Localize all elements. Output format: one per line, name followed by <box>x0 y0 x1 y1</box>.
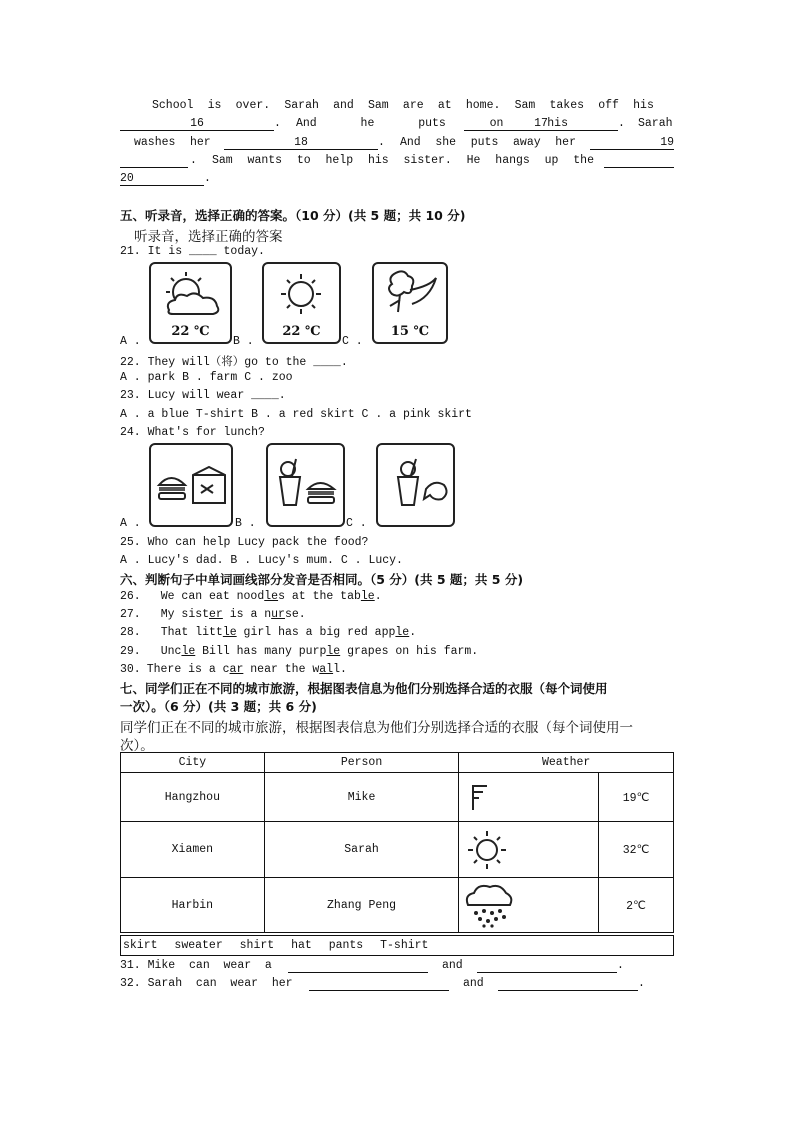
q32-period: . <box>638 977 645 990</box>
word: Sarah <box>284 99 319 112</box>
sentence-part: My sist <box>160 608 210 621</box>
underlined-part: le <box>264 590 279 603</box>
juice-and-chicken-icon <box>378 445 453 525</box>
blank-18[interactable]: 18 <box>224 136 378 150</box>
underlined-part: al <box>319 663 334 676</box>
passage-line-1 <box>152 99 654 112</box>
word-bank-item[interactable]: sweater <box>174 939 223 952</box>
q21-option-a-picture[interactable] <box>149 262 232 344</box>
q27 <box>120 608 306 621</box>
section-7-heading-line-2: 一次）。（6 分）(共 3 题；共 6 分) <box>120 699 317 714</box>
q24-label-a: A . <box>120 517 141 530</box>
section-7-heading-line-1: 七、同学们正在不同的城市旅游，根据图表信息为他们分别选择合适的衣服（每个词使用 <box>120 681 608 696</box>
q31-and: and <box>442 959 463 972</box>
word: over. <box>235 99 271 112</box>
word: Sam <box>368 99 389 112</box>
sentence-part: s at the tab <box>278 590 361 603</box>
snow-cloud-icon <box>462 881 514 929</box>
word: is <box>207 99 222 112</box>
underlined-part: le <box>360 590 375 603</box>
word: and <box>333 99 354 112</box>
q32-text: 32. Sarah can wear her <box>120 977 293 990</box>
q21-text: 21. It is ____ today. <box>120 245 265 258</box>
word: Sam <box>212 154 233 167</box>
q21-option-b-picture[interactable] <box>262 262 341 344</box>
q31-blank-1[interactable] <box>288 959 428 973</box>
blank-17[interactable]: 17 <box>464 117 618 131</box>
word: the <box>573 154 594 167</box>
weather-icon-cell <box>459 773 599 822</box>
q30 <box>120 663 347 676</box>
blank-20-start[interactable] <box>604 154 674 168</box>
header-weather: Weather <box>459 753 674 773</box>
period: . <box>378 136 385 149</box>
word: up <box>544 154 559 167</box>
q31-blank-2[interactable] <box>477 959 617 973</box>
q21-label-c: C . <box>342 335 363 348</box>
q24-option-a-picture[interactable] <box>149 443 233 527</box>
word: to <box>296 154 311 167</box>
word-bank-item[interactable]: pants <box>328 939 364 952</box>
underlined-part: er <box>209 608 223 621</box>
passage-line-5 <box>120 172 240 188</box>
question-number: 27. <box>120 608 141 621</box>
q29 <box>120 645 478 658</box>
word: Sarah <box>638 117 673 130</box>
word: Sam <box>514 99 536 112</box>
word: takes <box>549 99 585 112</box>
word: He <box>466 154 481 167</box>
q24-option-c-picture[interactable] <box>376 443 455 527</box>
word: help <box>325 154 354 167</box>
q32-and: and <box>463 977 484 990</box>
period: . <box>274 117 281 130</box>
passage-line-2 <box>120 117 674 133</box>
sentence-part: grapes on his farm. <box>340 645 479 658</box>
word: he <box>360 117 375 130</box>
q24-option-b-picture[interactable] <box>266 443 345 527</box>
word: his <box>633 99 654 112</box>
period: . <box>190 154 197 167</box>
header-person: Person <box>264 753 459 773</box>
sentence-part: is a n <box>222 608 272 621</box>
table-header-row <box>121 753 674 773</box>
question-number: 29. <box>120 645 141 658</box>
word-bank-item[interactable]: skirt <box>123 939 158 952</box>
q23-options[interactable]: A . a blue T-shirt B . a red skirt C . a pink skirt <box>120 408 472 421</box>
section-7-instruction-line-2: 次）。 <box>120 738 154 754</box>
word: away <box>513 136 541 149</box>
word: her <box>190 136 211 149</box>
word: on <box>489 117 504 130</box>
q31 <box>120 959 680 975</box>
sun-icon <box>463 827 511 873</box>
word: puts <box>418 117 446 130</box>
sentence-part: That litt <box>160 626 223 639</box>
sentence-part: . <box>374 590 382 603</box>
temp-cell: 19℃ <box>599 773 674 822</box>
word-bank <box>120 935 674 956</box>
sunny-icon <box>264 264 339 320</box>
table-row <box>121 878 674 933</box>
word: off <box>598 99 619 112</box>
passage-line-3 <box>120 136 674 152</box>
weather-table <box>120 752 674 933</box>
word: at <box>437 99 452 112</box>
windy-icon <box>374 264 446 320</box>
word-bank-item[interactable]: T-shirt <box>380 939 429 952</box>
word-bank-item[interactable]: shirt <box>239 939 275 952</box>
juice-and-hamburger-icon <box>268 445 343 525</box>
table-row <box>121 773 674 822</box>
q28 <box>120 626 416 639</box>
word: washes <box>134 136 176 149</box>
question-number: 28. <box>120 626 141 639</box>
word: hangs <box>495 154 530 167</box>
section-7-instruction-line-1: 同学们正在不同的城市旅游，根据图表信息为他们分别选择合适的衣服（每个词使用一 <box>120 720 633 736</box>
q21-c-temp: 15 ℃ <box>390 324 430 339</box>
header-city: City <box>121 753 265 773</box>
q31-text: 31. Mike can wear a <box>120 959 272 972</box>
hamburger-and-milk-icon <box>151 445 231 525</box>
person-cell: Mike <box>264 773 459 822</box>
period: . <box>204 172 211 185</box>
sentence-part: Unc <box>160 645 182 658</box>
underlined-part: le <box>222 626 237 639</box>
q24-label-c: C . <box>346 517 367 530</box>
weather-icon-cell <box>459 822 599 878</box>
table-row <box>121 822 674 878</box>
word: his <box>367 154 389 167</box>
section-6-heading: 六、判断句子中单词画线部分发音是否相同。（5 分）(共 5 题；共 5 分) <box>120 572 524 587</box>
underlined-part: ar <box>229 663 244 676</box>
passage-line-4 <box>120 154 674 170</box>
city-cell: Harbin <box>121 878 265 933</box>
partly-cloudy-icon <box>151 264 230 320</box>
question-number: 30. <box>120 663 141 676</box>
weather-icon-cell <box>459 878 599 933</box>
underlined-part: le <box>326 645 341 658</box>
windy-flag-icon <box>465 780 505 814</box>
city-cell: Hangzhou <box>121 773 265 822</box>
sentence-part: Bill has many purp <box>195 645 327 658</box>
q21-option-c-picture[interactable] <box>372 262 448 344</box>
sentence-part: girl has a big red app <box>236 626 396 639</box>
q21-label-b: B . <box>233 335 254 348</box>
q26 <box>120 590 382 603</box>
sentence-part: near the w <box>243 663 320 676</box>
temp-cell: 32℃ <box>599 822 674 878</box>
person-cell: Zhang Peng <box>264 878 459 933</box>
word: School <box>152 99 194 112</box>
sentence-part: We can eat nood <box>160 590 265 603</box>
blank-16[interactable]: 16 <box>120 117 274 131</box>
section-5-instruction: 听录音，选择正确的答案 <box>134 229 283 245</box>
underlined-part: ur <box>271 608 285 621</box>
q31-period: . <box>617 959 624 972</box>
word: his <box>547 117 568 130</box>
sentence-part: se. <box>284 608 306 621</box>
word: And <box>400 136 421 149</box>
word: are <box>402 99 424 112</box>
temp-cell: 2℃ <box>599 878 674 933</box>
underlined-part: le <box>181 645 196 658</box>
q25-options[interactable]: A . Lucy's dad. B . Lucy's mum. C . Lucy. <box>120 554 403 567</box>
q24-text: 24. What's for lunch? <box>120 426 265 439</box>
word: And <box>296 117 317 130</box>
section-5-heading: 五、听录音，选择正确的答案。（10 分）(共 5 题；共 10 分) <box>120 208 466 223</box>
q32-blank-2[interactable] <box>498 977 638 991</box>
person-cell: Sarah <box>264 822 459 878</box>
q22-text: 22. They will（将）go to the ____. <box>120 356 348 369</box>
question-number: 26. <box>120 590 141 603</box>
blank-19-continued[interactable] <box>120 154 188 168</box>
sentence-part: l. <box>333 663 347 676</box>
q32 <box>120 977 680 993</box>
word: wants <box>247 154 283 167</box>
q23-text: 23. Lucy will wear ____. <box>120 389 286 402</box>
q21-a-temp: 22 ℃ <box>171 324 210 339</box>
q25-text: 25. Who can help Lucy pack the food? <box>120 536 369 549</box>
city-cell: Xiamen <box>121 822 265 878</box>
underlined-part: le <box>395 626 410 639</box>
word: she <box>435 136 457 149</box>
period: . <box>618 117 625 130</box>
q21-b-temp: 22 ℃ <box>282 324 321 339</box>
word: her <box>555 136 576 149</box>
word: puts <box>470 136 499 149</box>
blank-20[interactable]: 20 <box>120 172 204 186</box>
q22-options[interactable]: A . park B . farm C . zoo <box>120 371 293 384</box>
q21-label-a: A . <box>120 335 141 348</box>
word: home. <box>465 99 501 112</box>
blank-19[interactable]: 19 <box>590 136 674 150</box>
q24-label-b: B . <box>235 517 256 530</box>
q32-blank-1[interactable] <box>309 977 449 991</box>
word: sister. <box>403 154 452 167</box>
sentence-part: . <box>409 626 417 639</box>
word-bank-item[interactable]: hat <box>291 939 312 952</box>
sentence-part: There is a c <box>146 663 230 676</box>
